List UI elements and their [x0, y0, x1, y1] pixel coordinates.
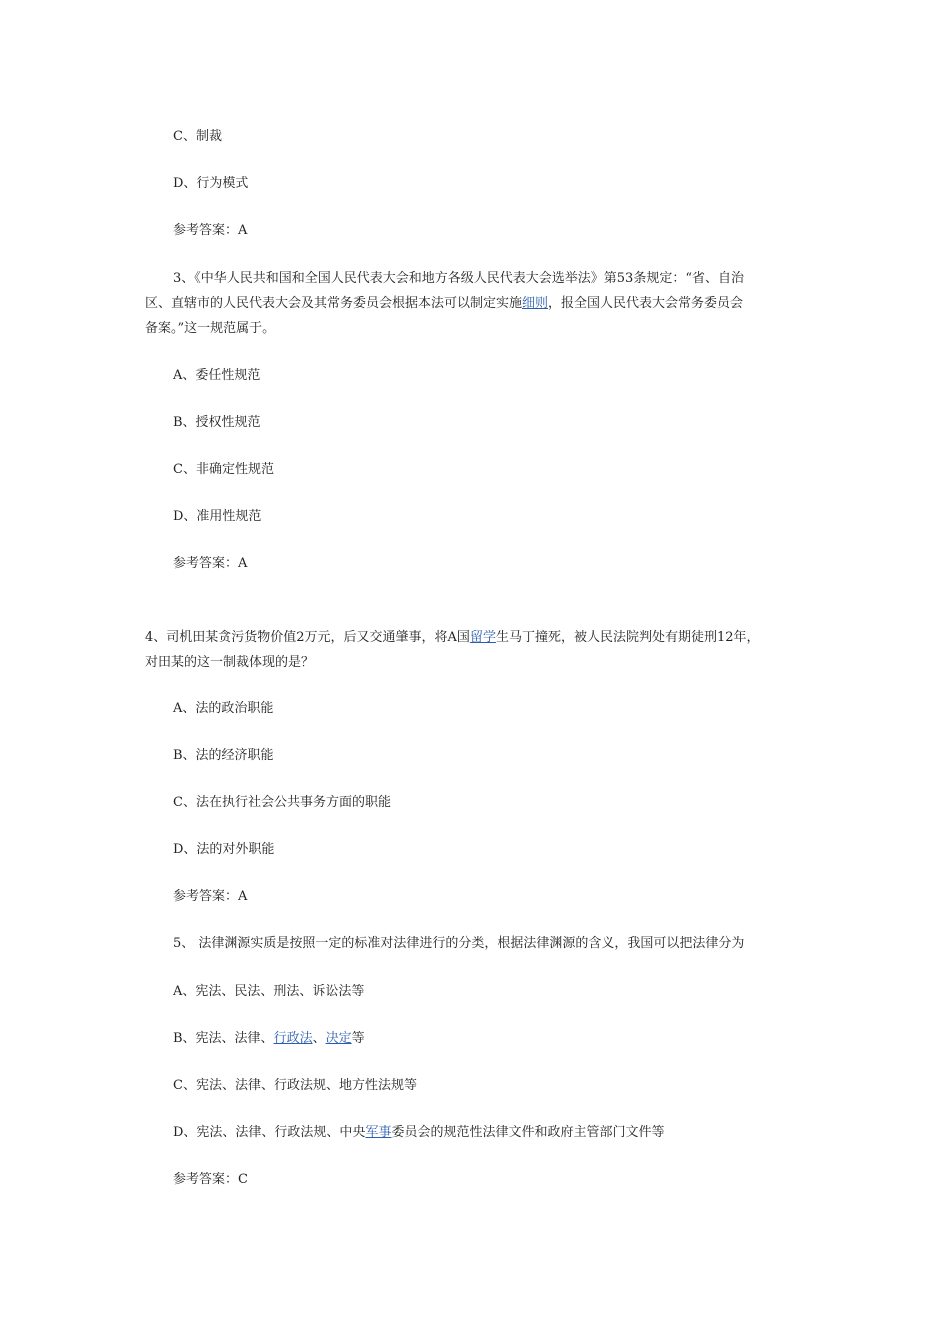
q4-option-b: B、法的经济职能 [173, 748, 274, 763]
q3-option-c: C、非确定性规范 [173, 462, 274, 477]
q5-answer: 参考答案：C [173, 1172, 248, 1187]
q5-option-d-text: 委员会的规范性法律文件和政府主管部门文件等 [391, 1125, 665, 1140]
q3-answer: 参考答案：A [173, 556, 248, 571]
q5-option-d [145, 1120, 810, 1145]
q5-option-b-text: B、宪法、法律、 [173, 1031, 274, 1046]
q2-answer: 参考答案：A [173, 223, 248, 238]
q4-stem-line-1 [145, 625, 810, 650]
q3-option-d: D、准用性规范 [173, 509, 262, 524]
link-xize[interactable]: 细则 [522, 296, 549, 311]
link-liuxue[interactable]: 留学 [469, 630, 496, 645]
link-xingzhengfa[interactable]: 行政法 [273, 1031, 313, 1046]
link-jueding[interactable]: 决定 [325, 1031, 352, 1046]
q5-option-c: C、宪法、法律、行政法规、地方性法规等 [173, 1078, 417, 1093]
q5-option-b-text: 等 [351, 1031, 365, 1046]
q5-option-d-text: D、宪法、法律、行政法规、中央 [173, 1125, 366, 1140]
q4-stem-text: 4、司机田某贪污货物价值2万元，后又交通肇事，将A国 [145, 630, 470, 645]
q3-option-a: A、委任性规范 [173, 368, 261, 383]
q5-option-b [145, 1026, 810, 1051]
q2-option-c: C、制裁 [173, 129, 222, 144]
q3-stem-text: 区、直辖市的人民代表大会及其常务委员会根据本法可以制定实施 [145, 296, 523, 311]
q5-option-a: A、宪法、民法、刑法、诉讼法等 [173, 984, 365, 999]
q2-option-d: D、行为模式 [173, 176, 249, 191]
q3-stem [145, 266, 810, 341]
q5-stem: 5、 法律渊源实质是按照一定的标准对法律进行的分类，根据法律渊源的含义，我国可以把法律分为 [173, 936, 745, 951]
q4-option-a: A、法的政治职能 [173, 701, 274, 716]
q4-option-d: D、法的对外职能 [173, 842, 275, 857]
q3-stem-line-3: 备案。”这一规范属于。 [145, 321, 276, 336]
q3-option-b: B、授权性规范 [173, 415, 261, 430]
q4-answer: 参考答案：A [173, 889, 248, 904]
q4-stem [145, 625, 810, 675]
q4-stem-text: 生马丁撞死，被人民法院判处有期徒刑12年， [495, 630, 760, 645]
q3-stem-text: ，报全国人民代表大会常务委员会 [548, 296, 744, 311]
q5-option-b-sep: 、 [312, 1031, 326, 1046]
q3-stem-line-2 [145, 291, 810, 316]
q4-stem-line-2: 对田某的这一制裁体现的是？ [145, 655, 315, 670]
q4-option-c: C、法在执行社会公共事务方面的职能 [173, 795, 391, 810]
q3-stem-line-1: 3、《中华人民共和国和全国人民代表大会和地方各级人民代表大会选举法》第53条规定：“省、自治 [173, 271, 744, 286]
link-junshi[interactable]: 军事 [365, 1125, 392, 1140]
